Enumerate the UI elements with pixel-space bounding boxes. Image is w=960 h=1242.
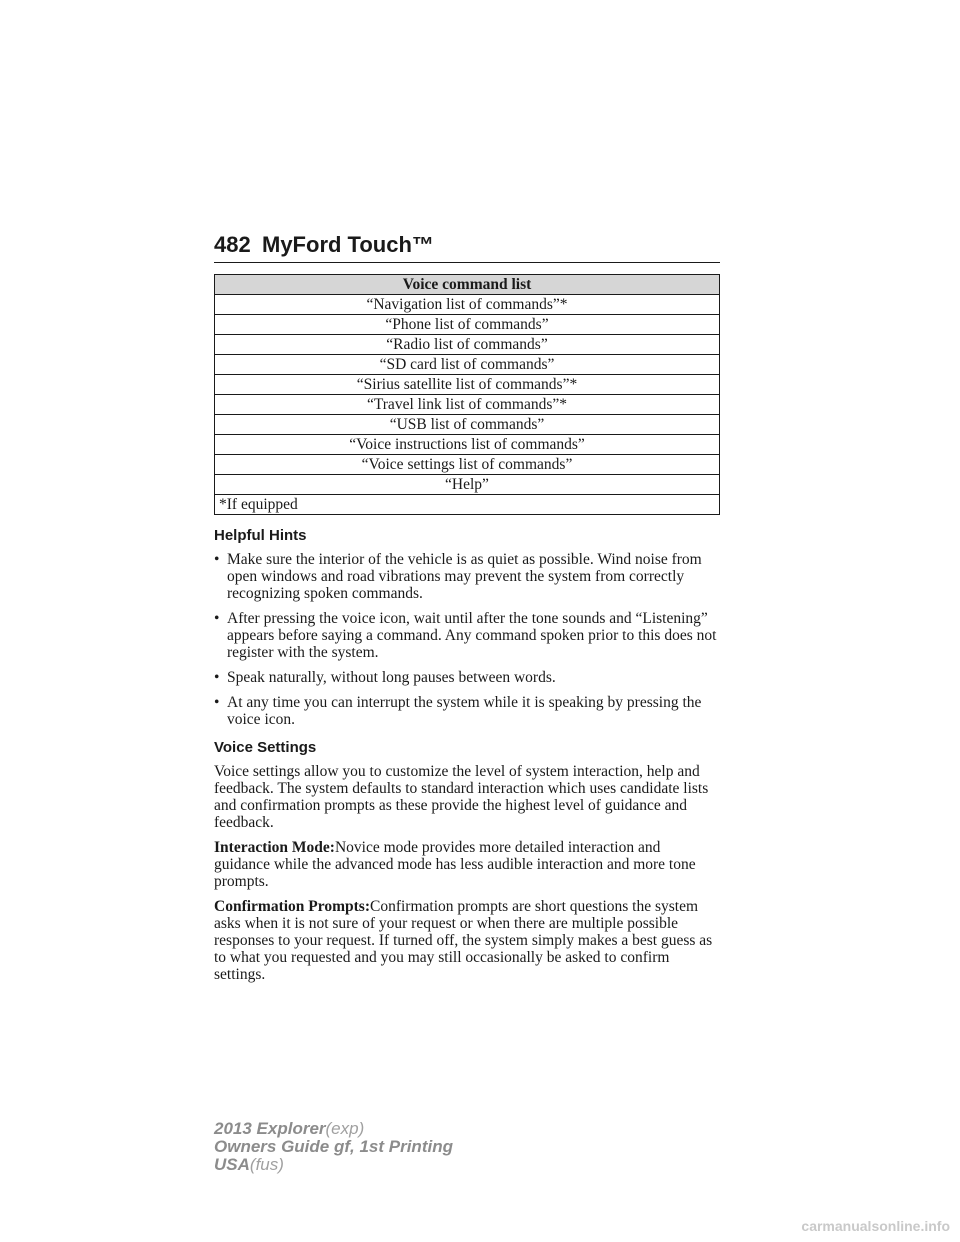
confirmation-prompts-text: Confirmation prompts are short questions the system asks when it is not sure of your request or when there are multiple possible responses to your request. If turned off, the system simply makes a best guess as to what you requested and you may still occasionally be asked to confirm settings. xyxy=(214,898,713,983)
voice-settings-heading: Voice Settings xyxy=(214,739,317,756)
confirmation-prompts-label: Confirmation Prompts: xyxy=(214,898,370,915)
table-cell: “SD card list of commands” xyxy=(215,355,720,375)
footer-guide: Owners Guide gf, 1st Printing xyxy=(214,1137,453,1156)
table-row xyxy=(215,475,720,495)
table-row xyxy=(215,355,720,375)
table-row xyxy=(215,295,720,315)
footer-model: 2013 Explorer xyxy=(214,1119,326,1138)
table-row xyxy=(215,375,720,395)
table-cell: “Phone list of commands” xyxy=(215,315,720,335)
footer-line-guide xyxy=(214,1138,453,1156)
footer-model-code: (exp) xyxy=(325,1119,365,1138)
bullet-icon: • xyxy=(214,694,220,711)
interaction-mode-label: Interaction Mode: xyxy=(214,839,335,856)
body-text xyxy=(214,527,720,991)
footer-market: USA xyxy=(214,1155,250,1174)
interaction-mode-text: Novice mode provides more detailed interaction and guidance while the advanced mode has less audible interaction and more tone prompts. xyxy=(214,839,696,890)
voice-settings-intro: Voice settings allow you to customize the level of system interaction, help and feedback. The system defaults to standard interaction which uses candidate lists and confirmation prompts as these provide the highest level of guidance and feedback. xyxy=(214,763,709,831)
list-item xyxy=(214,610,720,661)
table-cell: “Radio list of commands” xyxy=(215,335,720,355)
bullet-icon: • xyxy=(214,551,220,568)
table-header-row xyxy=(215,275,720,295)
table-row xyxy=(215,415,720,435)
footer-line-market xyxy=(214,1156,453,1174)
list-item-text: After pressing the voice icon, wait until after the tone sounds and “Listening” appears before saying a command. Any command spoken prior to this does not register with the system. xyxy=(227,610,717,661)
bullet-icon: • xyxy=(214,610,220,627)
table-row xyxy=(215,435,720,455)
voice-command-table xyxy=(214,274,720,515)
table-cell: “Voice settings list of commands” xyxy=(215,455,720,475)
helpful-hints-list xyxy=(214,551,720,728)
page-header xyxy=(214,232,720,263)
list-item xyxy=(214,669,720,686)
table-row xyxy=(215,395,720,415)
table-footnote-row xyxy=(215,495,720,515)
table-row xyxy=(215,335,720,355)
table-cell: “Travel link list of commands”* xyxy=(215,395,720,415)
helpful-hints-heading: Helpful Hints xyxy=(214,527,307,544)
print-footer xyxy=(214,1120,453,1174)
table-cell: “USB list of commands” xyxy=(215,415,720,435)
list-item xyxy=(214,551,720,602)
bullet-icon: • xyxy=(214,669,220,686)
table-row xyxy=(215,315,720,335)
confirmation-prompts-paragraph xyxy=(214,898,720,983)
table-heading: Voice command list xyxy=(215,275,720,295)
table-cell: “Help” xyxy=(215,475,720,495)
list-item xyxy=(214,694,720,728)
list-item-text: At any time you can interrupt the system while it is speaking by pressing the voice icon. xyxy=(227,694,702,728)
footer-line-model xyxy=(214,1120,453,1138)
list-item-text: Make sure the interior of the vehicle is as quiet as possible. Wind noise from open windows and road vibrations may prevent the system from correctly recognizing spoken commands. xyxy=(227,551,702,602)
table-cell: “Sirius satellite list of commands”* xyxy=(215,375,720,395)
table-cell: “Voice instructions list of commands” xyxy=(215,435,720,455)
watermark: carmanualsonline.info xyxy=(801,1218,950,1234)
list-item-text: Speak naturally, without long pauses between words. xyxy=(227,669,556,686)
interaction-mode-paragraph xyxy=(214,839,720,890)
page-number: 482 xyxy=(214,232,251,257)
section-title: MyFord Touch™ xyxy=(262,232,434,257)
footer-market-code: (fus) xyxy=(249,1155,284,1174)
table-row xyxy=(215,455,720,475)
table-cell: “Navigation list of commands”* xyxy=(215,295,720,315)
table-footnote: *If equipped xyxy=(215,495,720,515)
